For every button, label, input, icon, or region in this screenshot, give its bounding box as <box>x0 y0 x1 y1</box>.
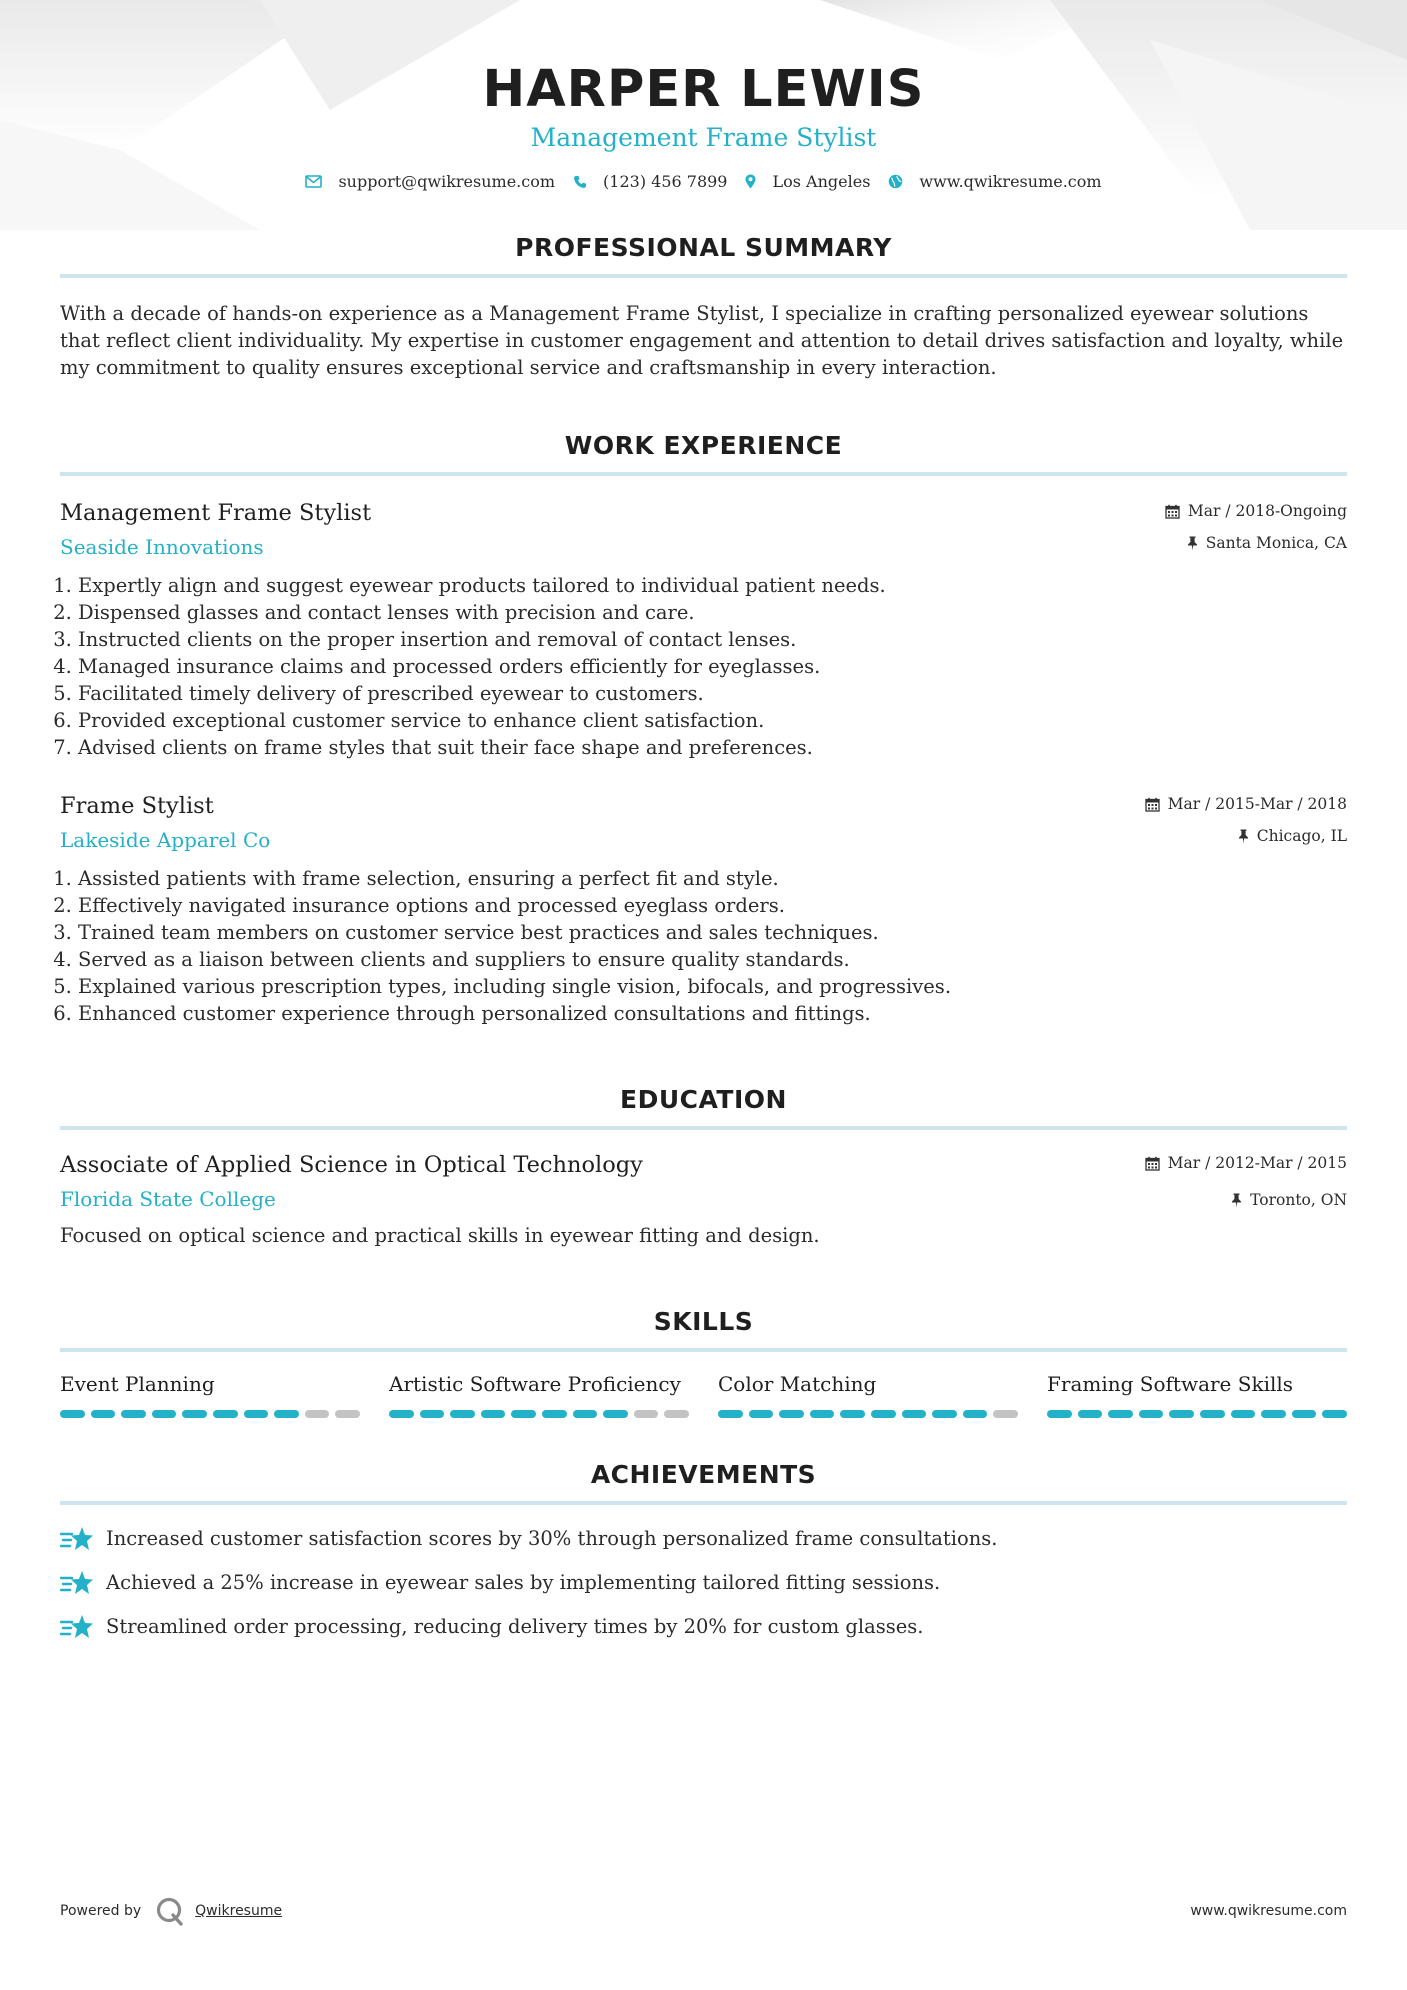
summary-section <box>0 233 1407 381</box>
skill-item <box>718 1370 1018 1418</box>
skill-level-segment <box>450 1410 475 1418</box>
shooting-star-icon <box>60 1613 94 1641</box>
contact-email-text: support@qwikresume.com <box>338 172 556 191</box>
map-pin-icon <box>745 174 756 189</box>
list-item: 6. Provided exceptional customer service to enhance client satisfaction. <box>78 707 1347 734</box>
skill-level-segment <box>810 1410 835 1418</box>
skill-level-segment <box>121 1410 146 1418</box>
skill-level-segment <box>213 1410 238 1418</box>
skill-level-segment <box>1108 1410 1133 1418</box>
skill-level-segment <box>1200 1410 1225 1418</box>
job-title: Management Frame Stylist <box>60 500 372 526</box>
experience-section <box>0 431 1407 1027</box>
education-dates <box>1145 1152 1347 1174</box>
pushpin-icon <box>1187 536 1198 551</box>
education-location <box>1145 1189 1347 1211</box>
skill-level-bar <box>60 1410 360 1418</box>
section-divider <box>60 274 1347 278</box>
education-dates-text: Mar / 2012-Mar / 2015 <box>1167 1154 1347 1172</box>
skill-level-segment <box>779 1410 804 1418</box>
education-location-text: Toronto, ON <box>1250 1191 1347 1209</box>
skill-level-segment <box>542 1410 567 1418</box>
envelope-icon <box>305 175 322 188</box>
skill-level-bar <box>1047 1410 1347 1418</box>
degree-title: Associate of Applied Science in Optical Technology <box>60 1152 643 1178</box>
job-bullets <box>60 572 1347 761</box>
achievements-heading: ACHIEVEMENTS <box>590 1460 817 1489</box>
skill-level-segment <box>152 1410 177 1418</box>
skill-level-bar <box>718 1410 1018 1418</box>
company-name: Lakeside Apparel Co <box>60 828 271 852</box>
school-name: Florida State College <box>60 1187 276 1211</box>
page-footer <box>60 1896 1347 1926</box>
skill-level-segment <box>840 1410 865 1418</box>
phone-icon <box>573 175 587 189</box>
achievement-text: Achieved a 25% increase in eyewear sales by implementing tailored fitting sessions. <box>106 1571 941 1594</box>
job-dates <box>1165 500 1347 522</box>
job-dates-text: Mar / 2015-Mar / 2018 <box>1167 795 1347 813</box>
skill-level-segment <box>91 1410 116 1418</box>
job-location-text: Santa Monica, CA <box>1205 534 1347 552</box>
achievements-section <box>0 1460 1407 1641</box>
calendar-icon <box>1145 797 1160 812</box>
list-item: 6. Enhanced customer experience through personalized consultations and fittings. <box>78 1000 1347 1027</box>
skill-level-segment <box>1078 1410 1103 1418</box>
education-section <box>0 1085 1407 1249</box>
skill-level-segment <box>1047 1410 1072 1418</box>
job-meta <box>1165 500 1347 554</box>
pushpin-icon <box>1231 1193 1242 1208</box>
skill-level-segment <box>1231 1410 1256 1418</box>
powered-by-label: Powered by <box>60 1903 142 1919</box>
qwikresume-logo-icon <box>155 1896 185 1926</box>
skill-level-segment <box>1169 1410 1194 1418</box>
job-bullets <box>60 865 1347 1027</box>
list-item: 5. Explained various prescription types, including single vision, bifocals, and progressives. <box>78 973 1347 1000</box>
achievement-item <box>60 1525 1347 1553</box>
list-item: 2. Dispensed glasses and contact lenses with precision and care. <box>78 599 1347 626</box>
candidate-title: Management Frame Stylist <box>530 123 877 152</box>
globe-icon <box>888 174 903 189</box>
list-item: 2. Effectively navigated insurance options and processed eyeglass orders. <box>78 892 1347 919</box>
education-heading: EDUCATION <box>620 1085 787 1114</box>
resume-header <box>0 0 1407 191</box>
skill-level-segment <box>305 1410 330 1418</box>
skill-level-segment <box>1292 1410 1317 1418</box>
job-dates <box>1145 793 1347 815</box>
skill-level-segment <box>481 1410 506 1418</box>
list-item: 7. Advised clients on frame styles that suit their face shape and preferences. <box>78 734 1347 761</box>
company-name: Seaside Innovations <box>60 535 264 559</box>
skill-level-segment <box>902 1410 927 1418</box>
skills-heading: SKILLS <box>653 1307 754 1336</box>
skill-name: Framing Software Skills <box>1047 1372 1294 1396</box>
list-item: 1. Expertly align and suggest eyewear products tailored to individual patient needs. <box>78 572 1347 599</box>
footer-website[interactable]: www.qwikresume.com <box>1190 1903 1347 1919</box>
job-meta <box>1145 793 1347 847</box>
candidate-name: HARPER LEWIS <box>482 60 925 119</box>
contact-website[interactable] <box>888 172 1101 191</box>
pushpin-icon <box>1238 829 1249 844</box>
skills-section <box>0 1307 1407 1418</box>
skill-level-segment <box>871 1410 896 1418</box>
skill-level-segment <box>993 1410 1018 1418</box>
list-item: 4. Managed insurance claims and processed orders efficiently for eyeglasses. <box>78 653 1347 680</box>
skill-level-segment <box>389 1410 414 1418</box>
job-entry <box>60 498 1347 761</box>
skill-item <box>1047 1370 1347 1418</box>
skill-level-segment <box>335 1410 360 1418</box>
skill-level-segment <box>634 1410 659 1418</box>
job-entry <box>60 791 1347 1027</box>
skill-level-segment <box>182 1410 207 1418</box>
job-location <box>1165 532 1347 554</box>
skill-level-segment <box>274 1410 299 1418</box>
skill-level-segment <box>1261 1410 1286 1418</box>
contact-bar <box>0 172 1407 191</box>
qwikresume-link[interactable]: Qwikresume <box>195 1903 283 1919</box>
skill-level-bar <box>389 1410 689 1418</box>
section-divider <box>60 1501 1347 1505</box>
education-entry <box>60 1150 1347 1249</box>
skill-level-segment <box>511 1410 536 1418</box>
section-divider <box>60 1126 1347 1130</box>
skills-list <box>60 1370 1347 1418</box>
skill-item <box>60 1370 360 1418</box>
achievement-item <box>60 1613 1347 1641</box>
skill-name: Event Planning <box>60 1372 215 1396</box>
contact-email[interactable] <box>305 172 555 191</box>
education-description: Focused on optical science and practical skills in eyewear fitting and design. <box>60 1224 820 1247</box>
achievement-item <box>60 1569 1347 1597</box>
list-item: 3. Trained team members on customer service best practices and sales techniques. <box>78 919 1347 946</box>
shooting-star-icon <box>60 1525 94 1553</box>
skill-level-segment <box>718 1410 743 1418</box>
skill-level-segment <box>603 1410 628 1418</box>
calendar-icon <box>1145 1156 1160 1171</box>
list-item: 4. Served as a liaison between clients and suppliers to ensure quality standards. <box>78 946 1347 973</box>
skill-level-segment <box>420 1410 445 1418</box>
contact-location-text: Los Angeles <box>772 172 871 191</box>
calendar-icon <box>1165 504 1180 519</box>
job-dates-text: Mar / 2018-Ongoing <box>1187 502 1347 520</box>
skill-item <box>389 1370 689 1418</box>
list-item: 1. Assisted patients with frame selection, ensuring a perfect fit and style. <box>78 865 1347 892</box>
skill-level-segment <box>60 1410 85 1418</box>
achievements-list <box>60 1525 1347 1641</box>
section-divider <box>60 1348 1347 1352</box>
list-item: 5. Facilitated timely delivery of prescribed eyewear to customers. <box>78 680 1347 707</box>
skill-level-segment <box>749 1410 774 1418</box>
skill-name: Artistic Software Proficiency <box>389 1372 681 1396</box>
achievement-text: Streamlined order processing, reducing delivery times by 20% for custom glasses. <box>106 1615 924 1638</box>
job-location-text: Chicago, IL <box>1256 827 1347 845</box>
section-divider <box>60 472 1347 476</box>
skill-level-segment <box>932 1410 957 1418</box>
skill-level-segment <box>1322 1410 1347 1418</box>
shooting-star-icon <box>60 1569 94 1597</box>
contact-location <box>745 172 870 191</box>
experience-heading: WORK EXPERIENCE <box>564 431 843 460</box>
education-meta <box>1145 1152 1347 1211</box>
contact-phone[interactable] <box>573 172 727 191</box>
summary-heading: PROFESSIONAL SUMMARY <box>515 233 892 262</box>
skill-level-segment <box>1139 1410 1164 1418</box>
list-item: 3. Instructed clients on the proper insertion and removal of contact lenses. <box>78 626 1347 653</box>
skill-level-segment <box>664 1410 689 1418</box>
skill-name: Color Matching <box>718 1372 877 1396</box>
contact-website-text: www.qwikresume.com <box>919 172 1102 191</box>
job-title: Frame Stylist <box>60 793 214 819</box>
footer-branding <box>60 1896 282 1926</box>
skill-level-segment <box>244 1410 269 1418</box>
skill-level-segment <box>963 1410 988 1418</box>
job-location <box>1145 825 1347 847</box>
summary-text: With a decade of hands-on experience as a Management Frame Stylist, I specialize in crafting personalized eyewear solutions that reflect client individuality. My expertise in customer engagement and attention to detail drives satisfaction and loyalty, while my commitment to quality ensures exceptional service and craftsmanship in every interaction. <box>60 302 1344 379</box>
skill-level-segment <box>573 1410 598 1418</box>
contact-phone-text: (123) 456 7899 <box>603 172 728 191</box>
achievement-text: Increased customer satisfaction scores by 30% through personalized frame consultations. <box>106 1527 998 1550</box>
